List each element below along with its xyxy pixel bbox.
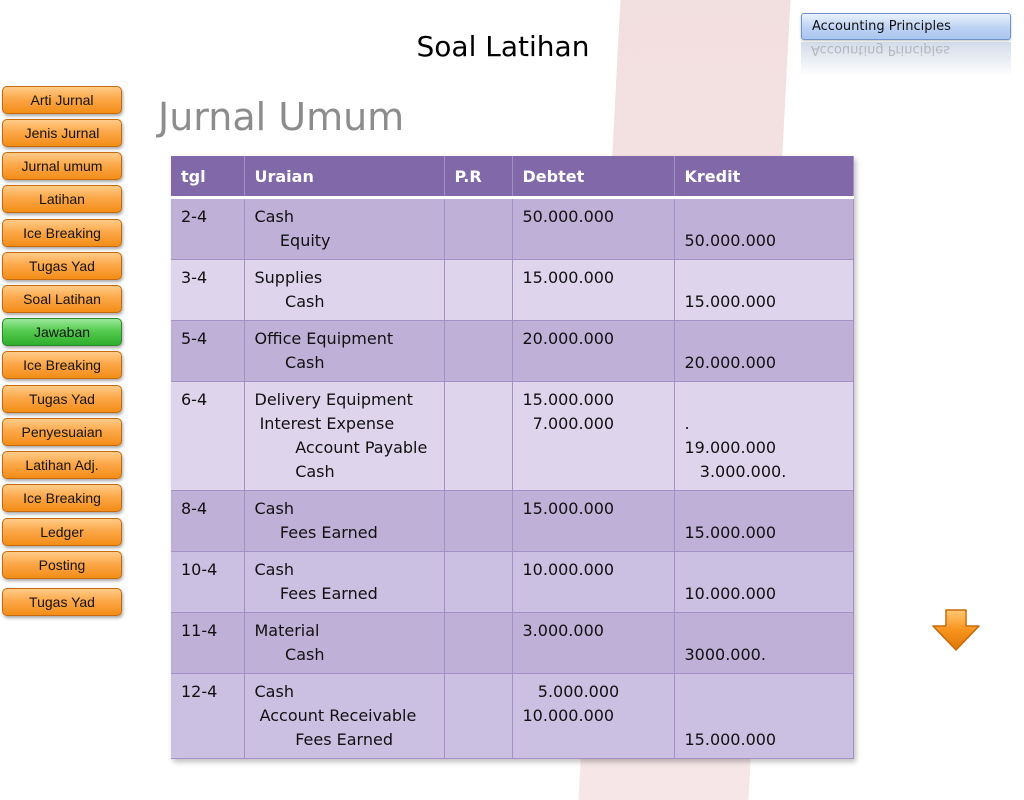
cell-line: 15.000.000 <box>522 390 615 409</box>
cell-tgl <box>171 491 244 552</box>
cell-line: Cash <box>254 462 335 481</box>
cell-pr <box>444 260 512 321</box>
table-row <box>171 613 853 674</box>
cell-debit <box>512 260 674 321</box>
cell-line: 20.000.000 <box>522 329 615 348</box>
cell-line: 10.000.000 <box>522 560 615 579</box>
cell-pr <box>444 198 512 260</box>
table-row <box>171 674 853 759</box>
cell-line: 10.000.000 <box>684 584 777 603</box>
cell-kredit <box>674 382 853 491</box>
cell-pr <box>444 321 512 382</box>
journal-body <box>171 198 853 759</box>
journal-table <box>171 156 854 759</box>
cell-debit <box>512 674 674 759</box>
cell-pr <box>444 382 512 491</box>
cell-uraian <box>244 198 444 260</box>
table-row <box>171 260 853 321</box>
cell-line: 20.000.000 <box>684 353 777 372</box>
nav-button-arti-jurnal[interactable]: Arti Jurnal <box>2 86 122 114</box>
cell-kredit <box>674 613 853 674</box>
nav-button-latihan[interactable]: Latihan <box>2 185 122 213</box>
cell-line: Cash <box>254 499 294 518</box>
cell-line <box>685 388 843 412</box>
cell-line: 11-4 <box>181 621 218 640</box>
cell-line: 2-4 <box>181 207 208 226</box>
cell-line <box>685 680 843 704</box>
nav-button-jenis-jurnal[interactable]: Jenis Jurnal <box>2 119 122 147</box>
cell-debit <box>512 198 674 260</box>
cell-line: 6-4 <box>181 390 208 409</box>
cell-line: 15.000.000 <box>684 730 777 749</box>
cell-line <box>685 704 843 728</box>
cell-kredit <box>674 260 853 321</box>
cell-line: 50.000.000 <box>684 231 777 250</box>
nav-button-jawaban[interactable]: Jawaban <box>2 318 122 346</box>
cell-kredit <box>674 674 853 759</box>
header-debit: Debtet <box>512 156 674 198</box>
table-row <box>171 321 853 382</box>
cell-pr <box>444 613 512 674</box>
cell-line: Account Payable <box>254 438 428 457</box>
cell-tgl <box>171 382 244 491</box>
cell-pr <box>444 491 512 552</box>
cell-uraian <box>244 491 444 552</box>
cell-line: Account Receivable <box>254 706 417 725</box>
header-kredit: Kredit <box>674 156 853 198</box>
cell-line <box>685 497 843 521</box>
cell-line <box>685 327 843 351</box>
cell-line: Fees Earned <box>254 523 378 542</box>
cell-uraian <box>244 382 444 491</box>
cell-tgl <box>171 198 244 260</box>
accounting-principles-reflection: Accounting Principles <box>801 42 1011 76</box>
cell-line: Cash <box>254 645 325 664</box>
nav-button-ice-breaking-3[interactable]: Ice Breaking <box>2 484 122 512</box>
cell-line: 3000.000. <box>684 645 766 664</box>
cell-kredit <box>674 491 853 552</box>
header-tgl: tgl <box>171 156 244 198</box>
cell-line: 50.000.000 <box>522 207 615 226</box>
cell-line: 15.000.000 <box>684 292 777 311</box>
cell-line: Cash <box>254 292 325 311</box>
cell-line: Fees Earned <box>254 584 378 603</box>
cell-line: 12-4 <box>181 682 218 701</box>
cell-line <box>685 266 843 290</box>
header-pr: P.R <box>444 156 512 198</box>
arrow-down-icon[interactable] <box>930 608 982 652</box>
cell-line: Material <box>254 621 320 640</box>
nav-button-posting[interactable]: Posting <box>2 551 122 579</box>
cell-debit <box>512 321 674 382</box>
nav-button-latihan-adj[interactable]: Latihan Adj. <box>2 451 122 479</box>
cell-tgl <box>171 674 244 759</box>
cell-line: Delivery Equipment <box>254 390 413 409</box>
cell-line: 7.000.000 <box>522 414 615 433</box>
cell-tgl <box>171 613 244 674</box>
cell-line: 10.000.000 <box>522 706 615 725</box>
cell-line: Fees Earned <box>254 730 393 749</box>
cell-debit <box>512 552 674 613</box>
cell-uraian <box>244 260 444 321</box>
cell-line: Cash <box>254 560 294 579</box>
cell-uraian <box>244 321 444 382</box>
table-row <box>171 198 853 260</box>
cell-kredit <box>674 321 853 382</box>
journal-header-row <box>171 156 853 198</box>
cell-line: Interest Expense <box>254 414 395 433</box>
cell-uraian <box>244 613 444 674</box>
nav-button-tugas-yad-3[interactable]: Tugas Yad <box>2 588 122 616</box>
cell-line <box>685 205 843 229</box>
cell-line: 15.000.000 <box>684 523 777 542</box>
cell-tgl <box>171 321 244 382</box>
cell-line: Cash <box>254 207 294 226</box>
cell-line: 15.000.000 <box>522 268 615 287</box>
nav-button-tugas-yad-2[interactable]: Tugas Yad <box>2 385 122 413</box>
table-row <box>171 491 853 552</box>
table-row <box>171 382 853 491</box>
nav-button-jurnal-umum[interactable]: Jurnal umum <box>2 152 122 180</box>
cell-line: 19.000.000 <box>684 438 777 457</box>
cell-line: 5-4 <box>181 329 208 348</box>
cell-line: Cash <box>254 682 294 701</box>
nav-button-soal-latihan[interactable]: Soal Latihan <box>2 285 122 313</box>
cell-line: Office Equipment <box>254 329 394 348</box>
cell-line: 3-4 <box>181 268 208 287</box>
cell-kredit <box>674 552 853 613</box>
cell-line: 15.000.000 <box>522 499 615 518</box>
cell-line: 8-4 <box>181 499 208 518</box>
cell-line: 3.000.000. <box>684 462 787 481</box>
cell-line: Equity <box>254 231 331 250</box>
nav-button-tugas-yad[interactable]: Tugas Yad <box>2 252 122 280</box>
header-uraian: Uraian <box>244 156 444 198</box>
cell-uraian <box>244 674 444 759</box>
cell-pr <box>444 552 512 613</box>
cell-line: 5.000.000 <box>522 682 620 701</box>
cell-debit <box>512 382 674 491</box>
cell-debit <box>512 613 674 674</box>
cell-line: Supplies <box>254 268 323 287</box>
cell-debit <box>512 491 674 552</box>
cell-tgl <box>171 552 244 613</box>
cell-tgl <box>171 260 244 321</box>
cell-line: Cash <box>254 353 325 372</box>
cell-line <box>685 558 843 582</box>
cell-line: 10-4 <box>181 560 218 579</box>
slide-title: Soal Latihan <box>416 30 590 63</box>
table-row <box>171 552 853 613</box>
nav-button-penyesuaian[interactable]: Penyesuaian <box>2 418 122 446</box>
cell-line: 3.000.000 <box>522 621 604 640</box>
cell-pr <box>444 674 512 759</box>
cell-line <box>685 619 843 643</box>
section-heading: Jurnal Umum <box>158 95 405 139</box>
cell-kredit <box>674 198 853 260</box>
cell-uraian <box>244 552 444 613</box>
nav-button-ice-breaking-2[interactable]: Ice Breaking <box>2 351 122 379</box>
nav-button-ledger[interactable]: Ledger <box>2 518 122 546</box>
cell-line: . <box>684 414 690 433</box>
nav-button-ice-breaking[interactable]: Ice Breaking <box>2 219 122 247</box>
accounting-principles-button[interactable]: Accounting Principles <box>801 13 1011 40</box>
